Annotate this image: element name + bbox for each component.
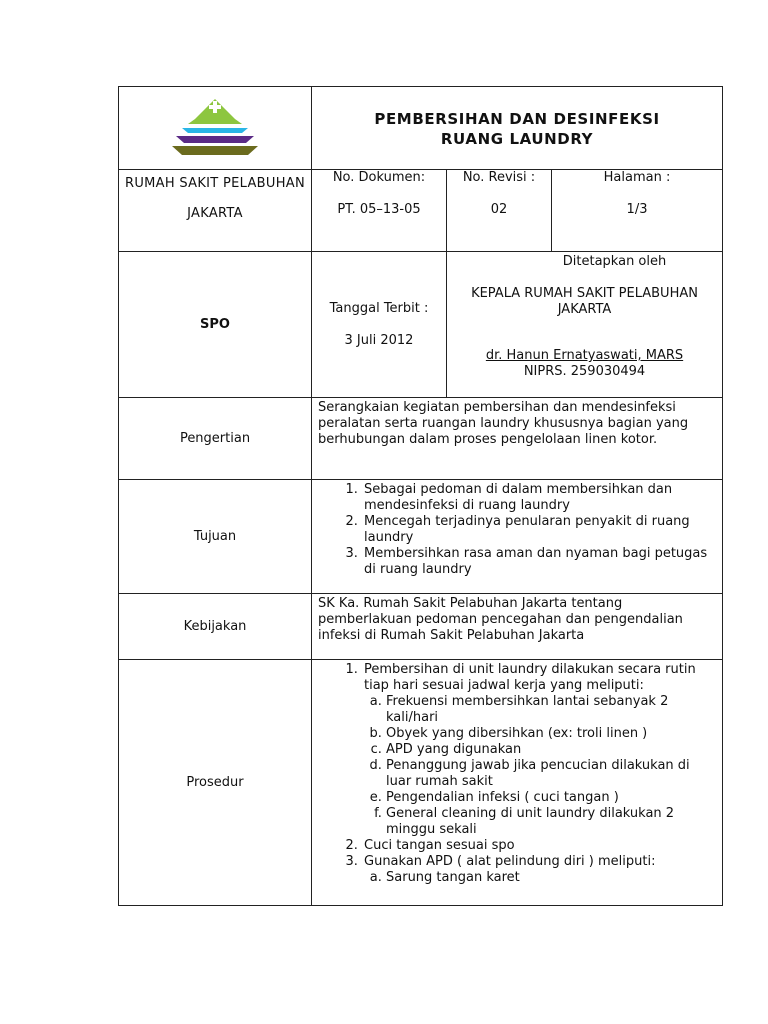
pengertian-label-cell	[119, 398, 312, 480]
prosedur-label-cell	[119, 660, 312, 906]
title-line-2: RUANG LAUNDRY	[440, 130, 594, 148]
doc-number-cell	[312, 170, 447, 252]
title-line-1: PEMBERSIHAN DAN DESINFEKSI	[374, 110, 660, 128]
pengertian-content	[312, 398, 723, 480]
kebijakan-label-cell	[119, 594, 312, 660]
approver-title-line-1: KEPALA RUMAH SAKIT PELABUHAN	[471, 286, 698, 301]
tujuan-label-cell	[119, 480, 312, 594]
kebijakan-label: Kebijakan	[183, 618, 247, 634]
list-item: 3. Membersihkan rasa aman dan nyaman bagi petugas di ruang laundry	[362, 546, 716, 578]
list-item: 1. Sebagai pedoman di dalam membersihkan dan mendesinfeksi di ruang laundry	[362, 482, 716, 514]
prosedur-list	[318, 662, 716, 886]
kebijakan-text: SK Ka. Rumah Sakit Pelabuhan Jakarta tentang pemberlakuan pedoman pencegahan dan pengendalian infeksi di Rumah Sakit Pelabuhan Jakarta	[318, 596, 683, 643]
doc-number-value: PT. 05–13-05	[337, 202, 421, 217]
tujuan-list	[318, 482, 716, 578]
approval-cell	[447, 252, 723, 398]
prosedur-content	[312, 660, 723, 906]
prosedur-step-3: Gunakan APD ( alat pelindung diri ) meliputi:	[364, 854, 656, 869]
list-item: a. Frekuensi membersihkan lantai sebanyak 2 kali/hari	[386, 694, 716, 726]
spo-document	[118, 86, 722, 906]
prosedur-step-1-sublist	[364, 694, 716, 838]
tujuan-label: Tujuan	[193, 528, 237, 544]
hospital-name-line-1: RUMAH SAKIT PELABUHAN	[125, 176, 305, 191]
approver-title-line-2: JAKARTA	[557, 302, 612, 317]
spo-label-cell	[119, 252, 312, 398]
hospital-name-line-2: JAKARTA	[187, 206, 243, 221]
prosedur-step-1: Pembersihan di unit laundry dilakukan secara rutin tiap hari sesuai jadwal kerja yang meliputi:	[364, 662, 696, 693]
revision-cell	[447, 170, 552, 252]
hospital-logo	[162, 97, 268, 161]
revision-value: 02	[490, 202, 508, 217]
prosedur-step-3-sublist	[364, 870, 716, 886]
revision-label: No. Revisi :	[462, 170, 536, 185]
spo-table	[118, 86, 723, 906]
title-cell	[312, 87, 723, 170]
doc-number-label: No. Dokumen:	[332, 170, 426, 185]
hospital-name-cell	[119, 170, 312, 252]
list-item: b. Obyek yang dibersihkan (ex: troli linen )	[386, 726, 716, 742]
list-item	[362, 838, 716, 854]
tujuan-content	[312, 480, 723, 594]
approver-nip: NIPRS. 259030494	[523, 364, 646, 379]
prosedur-step-2: Cuci tangan sesuai spo	[364, 838, 515, 853]
list-item: e. Pengendalian infeksi ( cuci tangan )	[386, 790, 716, 806]
list-item	[362, 854, 716, 886]
list-item: d. Penanggung jawab jika pencucian dilakukan di luar rumah sakit	[386, 758, 716, 790]
issue-date-label: Tanggal Terbit :	[329, 300, 429, 316]
pengertian-text: Serangkaian kegiatan pembersihan dan mendesinfeksi peralatan serta ruangan laundry khususnya bagian yang berhubungan dalam proses pengelolaan linen kotor.	[318, 400, 689, 447]
prosedur-label: Prosedur	[186, 774, 244, 790]
page-cell	[552, 170, 723, 252]
pengertian-label: Pengertian	[179, 430, 251, 446]
list-item: c. APD yang digunakan	[386, 742, 716, 758]
issue-date-cell	[312, 252, 447, 398]
page-label: Halaman :	[603, 170, 671, 185]
list-item: f. General cleaning di unit laundry dilakukan 2 minggu sekali	[386, 806, 716, 838]
logo-cell	[119, 87, 312, 170]
spo-label: SPO	[200, 316, 230, 332]
page-value: 1/3	[626, 202, 648, 217]
list-item	[362, 662, 716, 838]
list-item: a. Sarung tangan karet	[386, 870, 716, 886]
list-item: 2. Mencegah terjadinya penularan penyakit di ruang laundry	[362, 514, 716, 546]
issue-date-value: 3 Juli 2012	[344, 332, 414, 348]
approver-name: dr. Hanun Ernatyaswati, MARS	[485, 348, 684, 363]
kebijakan-content	[312, 594, 723, 660]
approval-heading: Ditetapkan oleh	[562, 254, 667, 269]
